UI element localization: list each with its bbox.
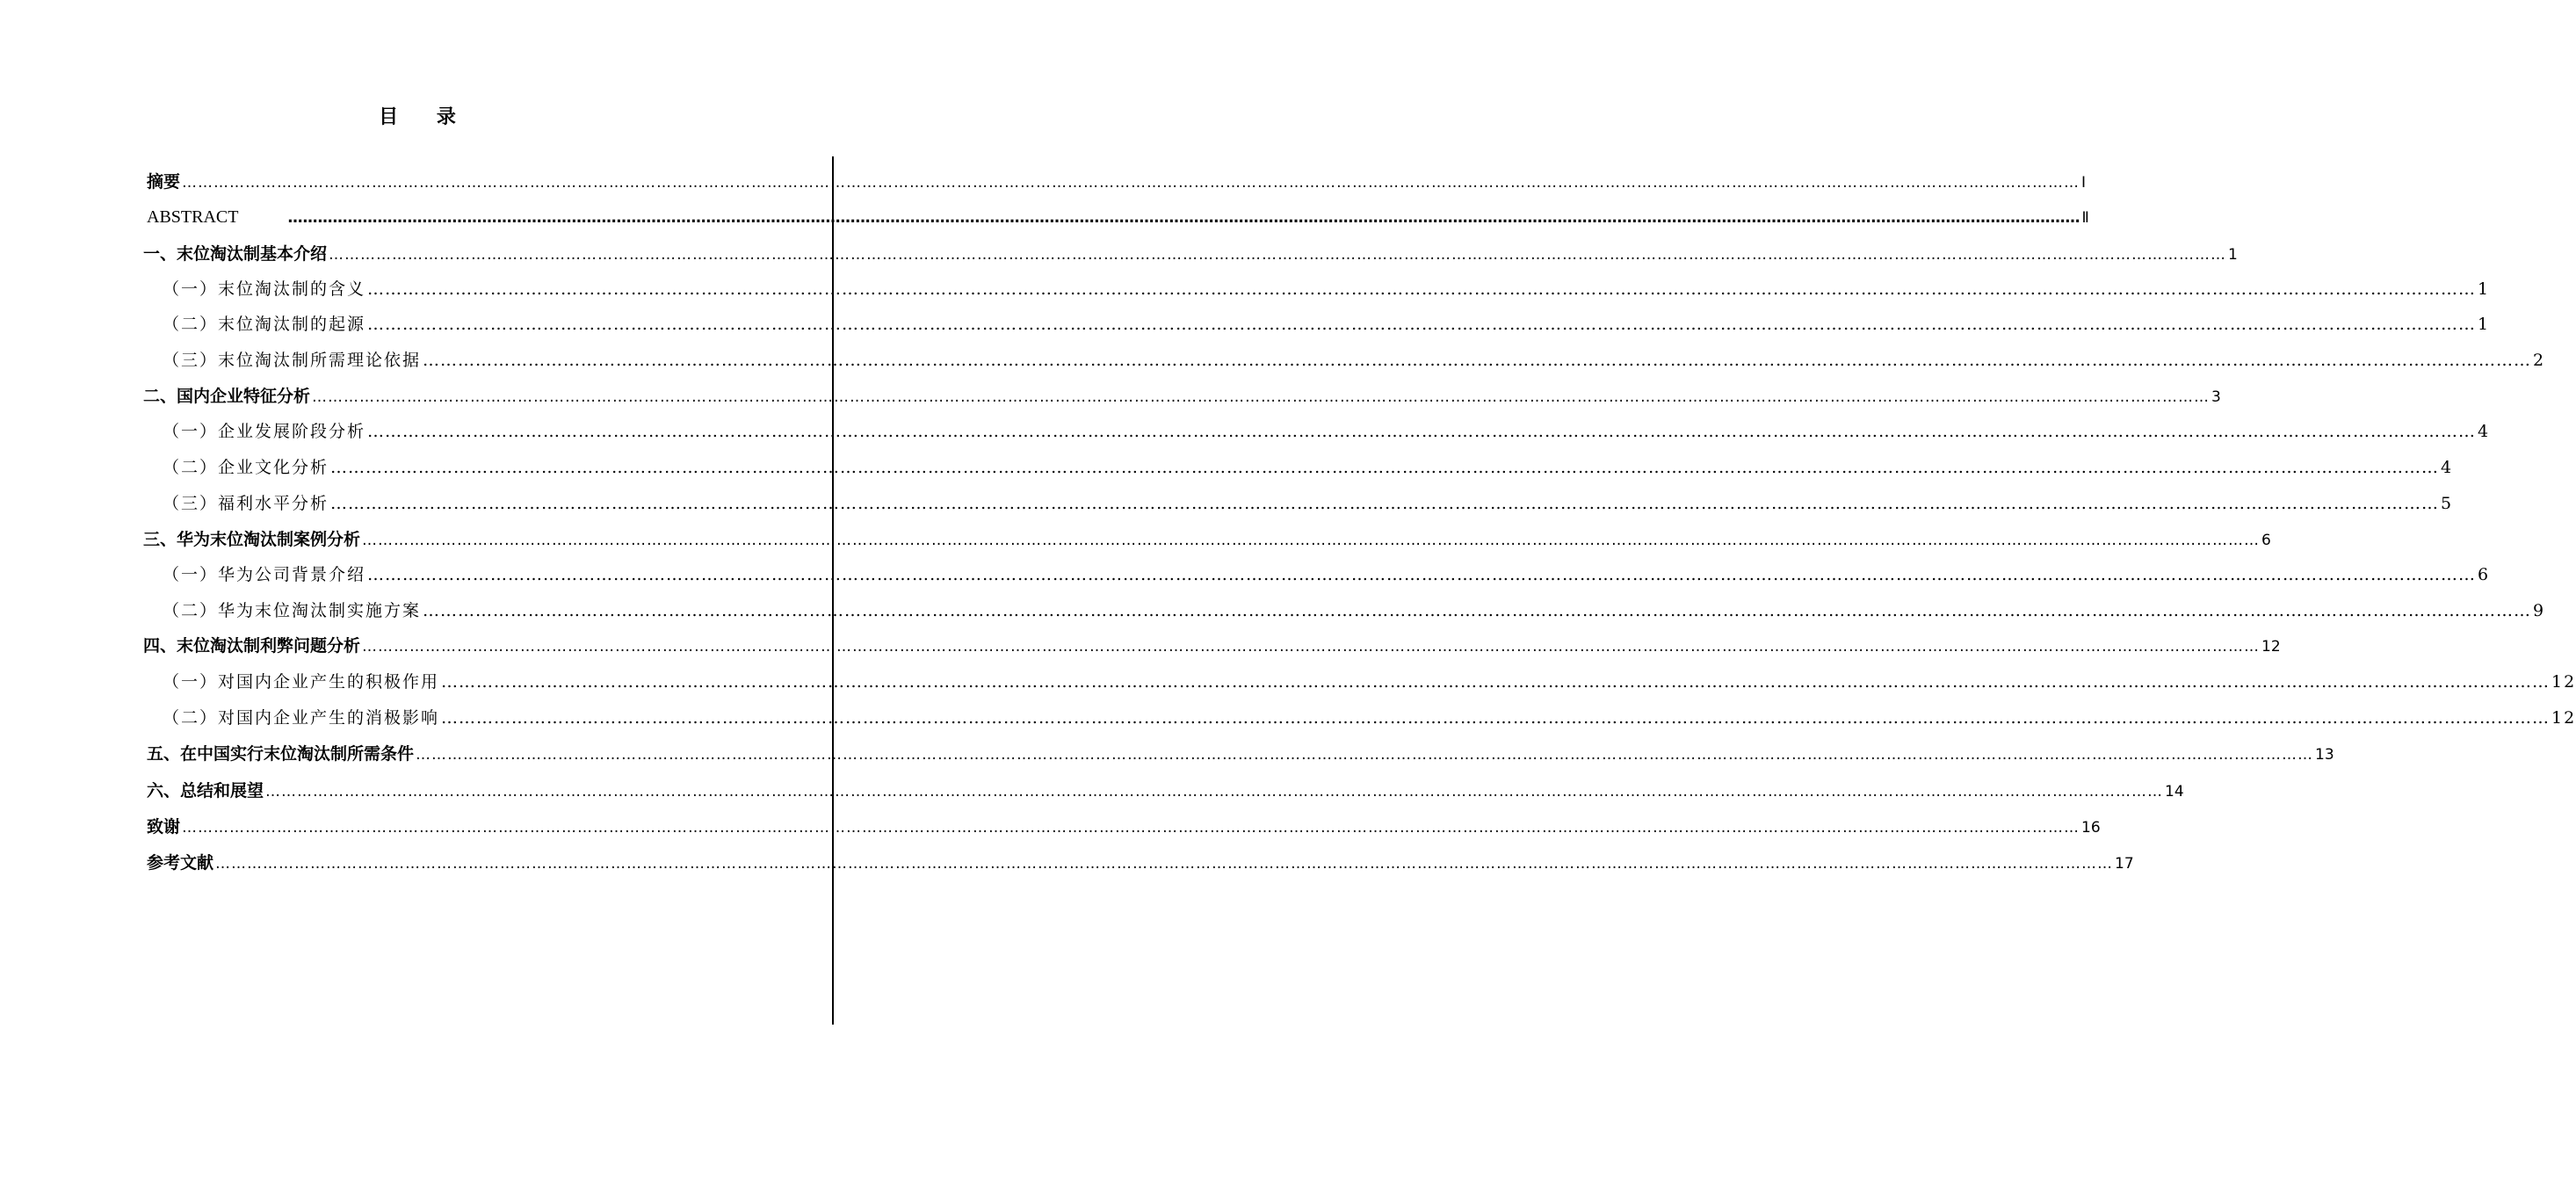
toc-entry-label: 摘要 [147, 172, 181, 192]
toc-dot-leader: ……………………………………………………………………………………………………………………………………………………………………………………………………………………………………………………………………………………………………………………………… [367, 279, 2477, 299]
toc-entry[interactable] [147, 204, 2089, 230]
toc-dot-leader: ……………………………………………………………………………………………………………………………………………………………………………………………………………………………………………………………………………………………………………………………… [441, 672, 2551, 692]
toc-dot-leader: ……………………………………………………………………………………………………………………………………………………………………………………………………………………………………………………………………………………………………………………………… [441, 708, 2551, 728]
toc-dot-leader: ……………………………………………………………………………………………………………………………………………………………………………………………………………………………………………………………………………………………………………………………… [416, 746, 2314, 764]
toc-entry-page: 9 [2533, 601, 2546, 620]
toc-entry[interactable] [163, 311, 2491, 337]
toc-entry-label: （二）企业文化分析 [163, 458, 329, 477]
toc-entry-page: 17 [2115, 855, 2134, 873]
toc-entry[interactable] [147, 741, 2334, 767]
toc-dot-leader: ……………………………………………………………………………………………………………………………………………………………………………………………………………………………………………………………………………………………………………………………… [312, 388, 2211, 406]
toc-entry-page: 6 [2261, 532, 2271, 549]
toc-entry-page: 1 [2478, 279, 2491, 299]
toc-entry[interactable] [163, 598, 2546, 624]
toc-entry-label: （一）对国内企业产生的积极作用 [163, 672, 440, 692]
toc-entry-page: 14 [2165, 783, 2184, 801]
toc-entry[interactable] [147, 169, 2087, 195]
toc-entry-label: （一）末位淘汰制的含义 [163, 279, 366, 299]
toc-entry-label: （三）末位淘汰制所需理论依据 [163, 351, 422, 370]
toc-entry-label: （一）华为公司背景介绍 [163, 565, 366, 584]
toc-dot-leader: ……………………………………………………………………………………………………………………………………………………………………………………………………………………………………………………………………………………………………………………………… [330, 494, 2440, 513]
toc-dot-leader: ……………………………………………………………………………………………………………………………………………………………………………………………………………………………………………………………………………………………………………………………… [423, 351, 2532, 370]
toc-entry[interactable] [147, 814, 2101, 840]
toc-dot-leader: ……………………………………………………………………………………………………………………………………………………………………………………………………………………………………………………………………………………………………………………………… [265, 783, 2164, 801]
toc-title: 目 录 [379, 106, 472, 128]
toc-entry-label: 参考文献 [147, 853, 214, 873]
toc-entry-page: 12 [2551, 672, 2576, 692]
toc-entry-page: Ⅰ [2081, 174, 2087, 191]
toc-entry-page: 1 [2228, 246, 2238, 264]
toc-dot-leader: ……………………………………………………………………………………………………………………………………………………………………………………………………………………………………………………………………………………………………………………………… [329, 246, 2227, 264]
toc-entry[interactable] [143, 633, 2281, 659]
toc-entry-page: 13 [2315, 746, 2334, 764]
toc-entry-label: 一、末位淘汰制基本介绍 [143, 244, 328, 264]
toc-dot-leader: ……………………………………………………………………………………………………………………………………………………………………………………………………………………………………………………………………………………………………………………………… [362, 532, 2261, 549]
toc-entry[interactable] [143, 383, 2221, 409]
toc-entry-page: 6 [2478, 565, 2491, 584]
toc-dot-leader: ……………………………………………………………………………………………………………………………………………………………………………………………………………………………………………………………………………………………………………………………… [367, 315, 2477, 334]
toc-entry-label: （三）福利水平分析 [163, 494, 329, 513]
toc-entry[interactable] [163, 562, 2491, 588]
toc-entry-page: 1 [2478, 315, 2491, 334]
toc-dot-leader: ……………………………………………………………………………………………………………………………………………………………………………………………………………………………………………………………………………………………………………………………… [182, 174, 2080, 192]
toc-entry[interactable] [143, 241, 2238, 267]
toc-entry[interactable] [163, 418, 2491, 445]
toc-entry-page: 12 [2261, 638, 2281, 656]
toc-entry-label: 五、在中国实行末位淘汰制所需条件 [147, 744, 415, 764]
toc-dot-leader: ……………………………………………………………………………………………………………………………………………………………………………………………………………………………………………………………………………………………………………………………… [287, 209, 2080, 227]
toc-entry[interactable] [147, 850, 2134, 876]
toc-entry[interactable] [163, 276, 2491, 302]
toc-entry[interactable] [163, 669, 2576, 695]
toc-entry-label: 三、华为末位淘汰制案例分析 [143, 530, 361, 549]
toc-entry-page: 4 [2478, 422, 2491, 441]
toc-entry-page: 3 [2211, 388, 2221, 406]
toc-dot-leader: ……………………………………………………………………………………………………………………………………………………………………………………………………………………………………………………………………………………………………………………………… [367, 565, 2477, 584]
toc-entry-label: 二、国内企业特征分析 [143, 387, 311, 406]
toc-entry[interactable] [163, 705, 2576, 731]
toc-entry-label: ABSTRACT [147, 207, 239, 227]
toc-dot-leader: ……………………………………………………………………………………………………………………………………………………………………………………………………………………………………………………………………………………………………………………………… [423, 601, 2532, 620]
toc-entry[interactable] [163, 347, 2546, 373]
toc-entry-label: （二）对国内企业产生的消极影响 [163, 708, 440, 728]
toc-entry-page: 4 [2441, 458, 2454, 477]
toc-entry[interactable] [147, 778, 2184, 804]
toc-entry-page: 5 [2441, 494, 2454, 513]
toc-entry-page: Ⅱ [2081, 209, 2089, 226]
toc-dot-leader: ……………………………………………………………………………………………………………………………………………………………………………………………………………………………………………………………………………………………………………………………… [330, 458, 2440, 477]
toc-dot-leader: ……………………………………………………………………………………………………………………………………………………………………………………………………………………………………………………………………………………………………………………………… [362, 638, 2261, 656]
toc-entry[interactable] [163, 454, 2454, 481]
toc-entry-label: 四、末位淘汰制利弊问题分析 [143, 636, 361, 656]
toc-dot-leader: ……………………………………………………………………………………………………………………………………………………………………………………………………………………………………………………………………………………………………………………………… [215, 855, 2114, 873]
toc-entry-label: 六、总结和展望 [147, 781, 264, 801]
toc-entry[interactable] [143, 526, 2271, 553]
toc-entry-label: （二）华为末位淘汰制实施方案 [163, 601, 422, 620]
toc-entry-label: 致谢 [147, 817, 181, 837]
toc-entry-page: 16 [2081, 819, 2101, 837]
toc-entry[interactable] [163, 490, 2454, 517]
toc-entry-page: 2 [2533, 351, 2546, 370]
toc-entry-page: 12 [2551, 708, 2576, 728]
toc-entry-label: （一）企业发展阶段分析 [163, 422, 366, 441]
toc-dot-leader: ……………………………………………………………………………………………………………………………………………………………………………………………………………………………………………………………………………………………………………………………… [182, 819, 2080, 837]
toc-entry-label: （二）末位淘汰制的起源 [163, 315, 366, 334]
toc-dot-leader: ……………………………………………………………………………………………………………………………………………………………………………………………………………………………………………………………………………………………………………………………… [367, 422, 2477, 441]
